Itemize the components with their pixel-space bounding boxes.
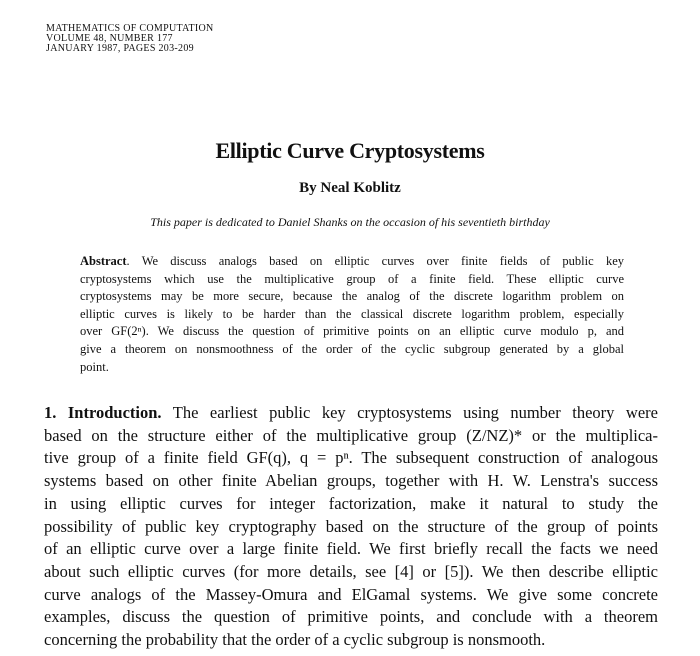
abstract-line: give a theorem on nonsmoothness of the order of the cyclic subgroup generated by a global — [80, 341, 624, 356]
introduction-line: tive group of a finite field GF(q), q = pⁿ. The subsequent construction of analogous — [44, 448, 658, 468]
abstract-line: elliptic curves is likely to be harder than the classical discrete logarithm problem, especially — [80, 306, 624, 321]
introduction-section — [44, 402, 658, 652]
introduction-line: in using elliptic curves for integer factorization, make it natural to study the — [44, 493, 658, 513]
paper-title: Elliptic Curve Cryptosystems — [215, 138, 485, 163]
introduction-line: possibility of public key cryptography based on the structure of the group of points — [44, 516, 658, 536]
introduction-line: The earliest public key cryptosystems using number theory were — [161, 403, 658, 422]
introduction-line: about such elliptic curves (for more details, see [4] or [5]). We then describe elliptic — [44, 561, 658, 581]
introduction-line: examples, discuss the question of primitive points, and conclude with a theorem — [44, 607, 658, 627]
abstract-line: over GF(2ⁿ). We discuss the question of primitive points on an elliptic curve modulo p, and — [80, 324, 624, 339]
abstract-line: cryptosystems which use the multiplicative group of a finite field. These elliptic curve — [80, 271, 624, 286]
journal-volume: VOLUME 48, NUMBER 177 — [46, 33, 173, 44]
introduction-line: of an elliptic curve over a large finite field. We first briefly recall the facts we need — [44, 539, 658, 559]
abstract-line: point. — [80, 359, 109, 374]
abstract-line: . We discuss analogs based on elliptic curves over finite fields of public key — [126, 254, 624, 268]
paper-dedication: This paper is dedicated to Daniel Shanks on the occasion of his seventieth birthday — [150, 215, 550, 229]
paper-author: By Neal Koblitz — [299, 180, 401, 196]
introduction-heading: 1. Introduction. — [44, 403, 162, 422]
introduction-line: systems based on other finite Abelian groups, together with H. W. Lenstra's success — [44, 471, 658, 491]
introduction-line: based on the structure either of the multiplicative group (Z/NZ)* or the multiplica- — [44, 425, 658, 445]
introduction-line: curve analogs of the Massey-Omura and ElGamal systems. We give some concrete — [44, 584, 658, 604]
abstract-line: cryptosystems may be more secure, because the analog of the discrete logarithm problem on — [80, 289, 624, 304]
journal-header — [46, 24, 214, 54]
introduction-line: concerning the probability that the order of a cyclic subgroup is nonsmooth. — [44, 630, 546, 650]
journal-issue: JANUARY 1987, PAGES 203-209 — [46, 43, 194, 54]
abstract — [80, 253, 624, 376]
abstract-label: Abstract — [80, 254, 127, 268]
journal-name: MATHEMATICS OF COMPUTATION — [46, 23, 214, 34]
